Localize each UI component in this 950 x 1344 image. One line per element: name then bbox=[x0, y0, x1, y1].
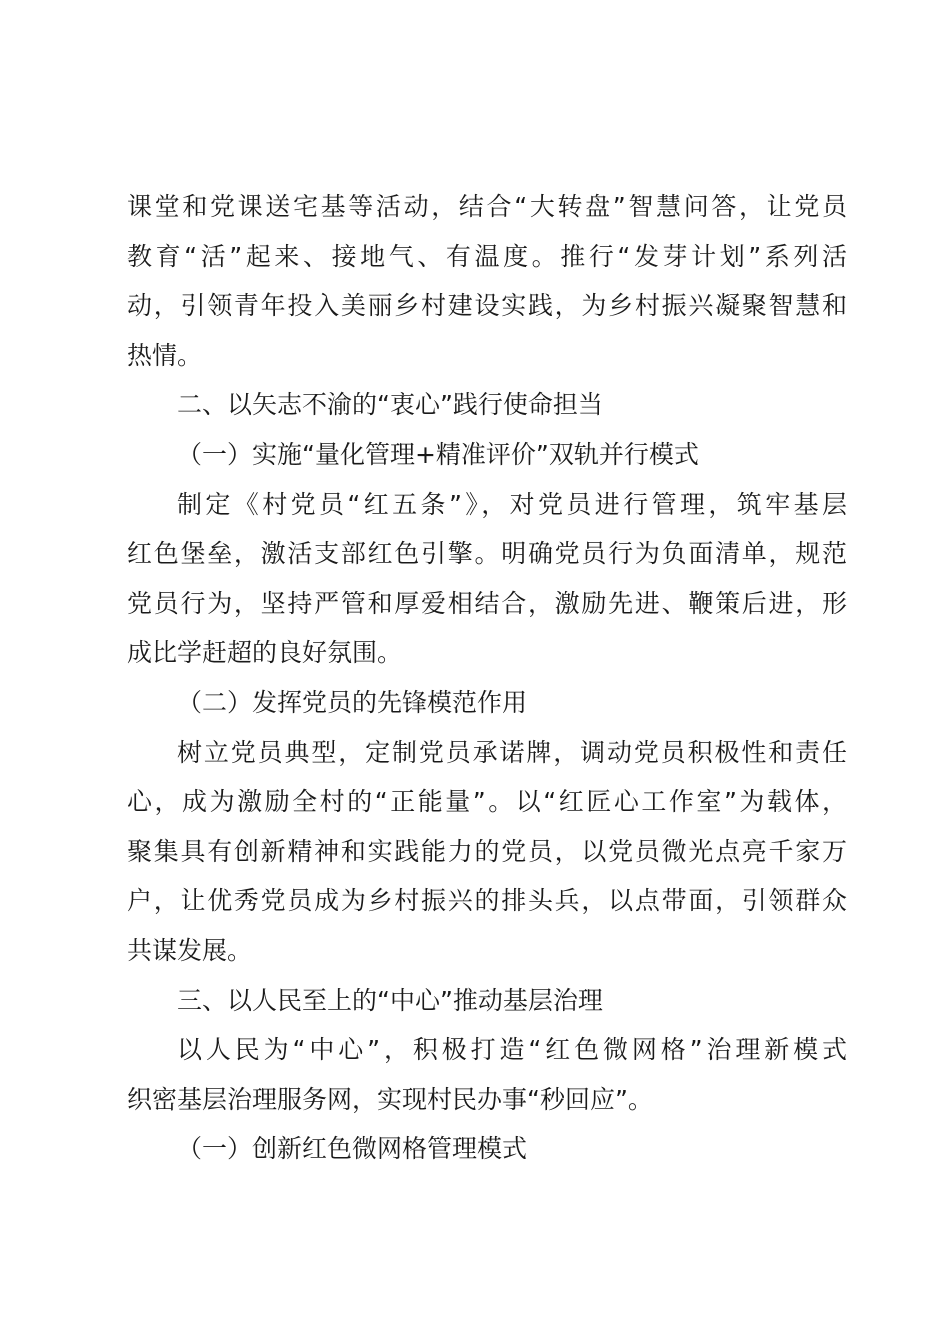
text-line: 共谋发展。 bbox=[127, 935, 253, 965]
document-body bbox=[127, 182, 847, 1174]
text-line: 织密基层治理服务网，实现村民办事“秒回应”。 bbox=[127, 1084, 653, 1114]
section-heading: 三、以人民至上的“中心”推动基层治理 bbox=[177, 985, 603, 1015]
paragraph-first-line: 树立党员典型，定制党员承诺牌，调动党员积极性和责任 bbox=[177, 737, 847, 767]
text-line: 热情。 bbox=[127, 340, 203, 370]
text-line: 红色堡垒，激活支部红色引擎。明确党员行为负面清单，规范 bbox=[127, 539, 847, 569]
text-line: 教育“活”起来、接地气、有温度。推行“发芽计划”系列活 bbox=[127, 241, 847, 271]
section-heading: 二、以矢志不渝的“衷心”践行使命担当 bbox=[177, 390, 603, 420]
text-line: 课堂和党课送宅基等活动，结合“大转盘”智慧问答，让党员 bbox=[127, 192, 847, 221]
subsection-heading: （一）实施“量化管理+精准评价”双轨并行模式 bbox=[177, 439, 699, 469]
text-line: 动，引领青年投入美丽乡村建设实践，为乡村振兴凝聚智慧和 bbox=[127, 291, 847, 321]
text-line: 成比学赶超的良好氛围。 bbox=[127, 638, 403, 668]
text-line: 聚集具有创新精神和实践能力的党员，以党员微光点亮千家万 bbox=[127, 836, 847, 866]
paragraph-first-line: 制定《村党员“红五条”》，对党员进行管理，筑牢基层 bbox=[177, 489, 847, 519]
subsection-heading: （一）创新红色微网格管理模式 bbox=[177, 1134, 528, 1164]
text-line: 党员行为，坚持严管和厚爱相结合，激励先进、鞭策后进，形 bbox=[127, 588, 847, 618]
paragraph-first-line: 以人民为“中心”，积极打造“红色微网格”治理新模式 bbox=[177, 1035, 847, 1065]
text-line: 心，成为激励全村的“正能量”。以“红匠心工作室”为载体， bbox=[127, 787, 847, 817]
text-line: 户，让优秀党员成为乡村振兴的排头兵，以点带面，引领群众 bbox=[127, 886, 847, 916]
subsection-heading: （二）发挥党员的先锋模范作用 bbox=[177, 687, 528, 717]
